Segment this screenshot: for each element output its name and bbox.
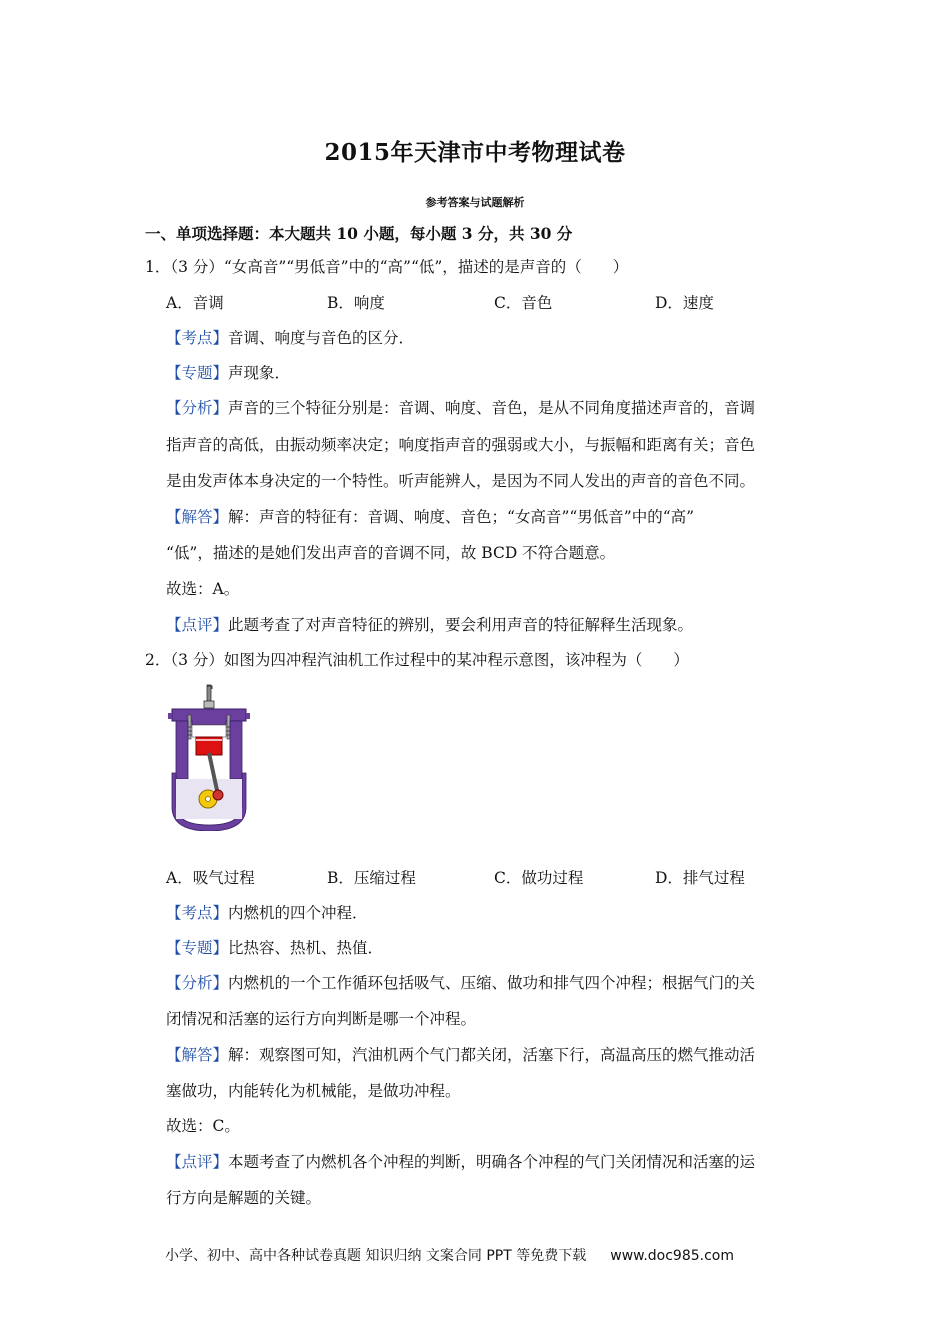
dianping-tag: 【点评】	[166, 616, 229, 634]
footer-text: 小学、初中、高中各种试卷真题 知识归纳 文案合同 PPT 等免费下载	[165, 1248, 587, 1264]
q1-fenxi-line1: 声音的三个特征分别是：音调、响度、音色，是从不同角度描述声音的，音调	[228, 399, 756, 417]
q1-fenxi-line2: 指声音的高低，由振动频率决定；响度指声音的强弱或大小，与振幅和距离有关；音色	[166, 436, 756, 454]
q2-zhuanti	[166, 938, 383, 958]
q1-option-c: C．音色	[494, 294, 553, 312]
q1-zhuanti-text: 声现象．	[228, 364, 291, 382]
q2-answer: 故选：C。	[166, 1117, 240, 1135]
section-heading: 一、单项选择题：本大题共 10 小题，每小题 3 分，共 30 分	[145, 224, 573, 243]
kaodian-tag: 【考点】	[166, 904, 229, 922]
fenxi-tag: 【分析】	[166, 399, 229, 417]
q1-option-a: A．音调	[166, 294, 224, 312]
jieda-tag: 【解答】	[166, 508, 229, 526]
q2-dianping-line1: 本题考查了内燃机各个冲程的判断，明确各个冲程的气门关闭情况和活塞的运	[228, 1153, 756, 1171]
zhuanti-tag: 【专题】	[166, 939, 229, 957]
q1-dianping	[166, 615, 693, 635]
q1-option-d: D．速度	[655, 294, 714, 312]
q2-dianping-line2: 行方向是解题的关键。	[166, 1189, 322, 1207]
q2-zhuanti-text: 比热容、热机、热值．	[228, 939, 384, 957]
q1-jieda	[166, 507, 694, 527]
q2-jieda	[166, 1045, 755, 1065]
q2-dianping	[166, 1152, 755, 1172]
q2-stem: 2．（3 分）如图为四冲程汽油机工作过程中的某冲程示意图，该冲程为（ ）	[145, 651, 689, 669]
q2-fenxi-line1: 内燃机的一个工作循环包括吸气、压缩、做功和排气四个冲程；根据气门的关	[228, 974, 756, 992]
q2-option-b: B．压缩过程	[327, 869, 416, 887]
q1-option-b: B．响度	[327, 294, 385, 312]
dianping-tag: 【点评】	[166, 1153, 229, 1171]
page-title: 2015年天津市中考物理试卷	[324, 139, 626, 166]
q2-fenxi-line2: 闭情况和活塞的运行方向判断是哪一个冲程。	[166, 1010, 477, 1028]
jieda-tag: 【解答】	[166, 1046, 229, 1064]
q1-answer: 故选：A。	[166, 580, 240, 598]
q1-dianping-text: 此题考查了对声音特征的辨别，要会利用声音的特征解释生活现象。	[228, 616, 694, 634]
q1-kaodian-text: 音调、响度与音色的区分．	[228, 329, 415, 347]
page-footer	[165, 1245, 734, 1265]
kaodian-tag: 【考点】	[166, 329, 229, 347]
q2-option-d: D．排气过程	[655, 869, 745, 887]
q1-jieda-line2: “低”，描述的是她们发出声音的音调不同，故 BCD 不符合题意。	[166, 544, 616, 562]
q2-jieda-line1: 解：观察图可知，汽油机两个气门都关闭，活塞下行，高温高压的燃气推动活	[228, 1046, 756, 1064]
q2-fenxi	[166, 973, 755, 993]
footer-url[interactable]: www.doc985.com	[610, 1248, 734, 1264]
zhuanti-tag: 【专题】	[166, 364, 229, 382]
page-subtitle: 参考答案与试题解析	[425, 196, 525, 209]
q2-jieda-line2: 塞做功，内能转化为机械能，是做功冲程。	[166, 1082, 461, 1100]
q1-fenxi	[166, 398, 755, 418]
fenxi-tag: 【分析】	[166, 974, 229, 992]
q1-zhuanti	[166, 363, 290, 383]
q1-jieda-line1: 解：声音的特征有：音调、响度、音色；“女高音”“男低音”中的“高”	[228, 508, 695, 526]
engine-diagram-image	[166, 683, 252, 831]
q2-kaodian-text: 内燃机的四个冲程．	[228, 904, 368, 922]
q2-option-a: A．吸气过程	[166, 869, 255, 887]
q1-fenxi-line3: 是由发声体本身决定的一个特性。听声能辨人，是因为不同人发出的声音的音色不同。	[166, 472, 756, 490]
q2-option-c: C．做功过程	[494, 869, 584, 887]
q1-stem: 1．（3 分）“女高音”“男低音”中的“高”“低”，描述的是声音的（ ）	[145, 258, 629, 276]
q1-kaodian	[166, 328, 414, 348]
q2-kaodian	[166, 903, 368, 923]
